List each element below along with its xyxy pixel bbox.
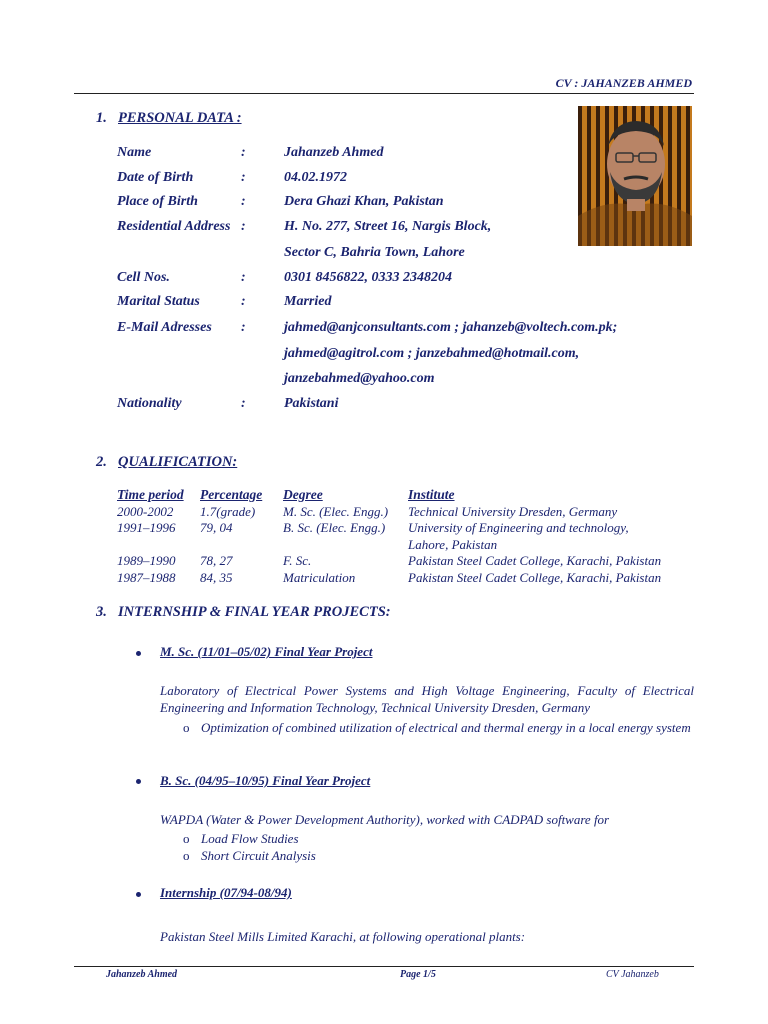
profile-photo-image [578, 106, 692, 246]
table-cell: F. Sc. [283, 553, 312, 569]
msc-project-item [183, 719, 694, 736]
field-label: Residential Address [117, 219, 231, 234]
field-colon: : [241, 170, 246, 185]
field-colon: : [241, 145, 246, 160]
table-cell: 78, 27 [200, 553, 233, 569]
internship-title: Internship (07/94-08/94) [160, 885, 292, 900]
table-cell: 1991–1996 [117, 520, 176, 536]
field-value: H. No. 277, Street 16, Nargis Block, [284, 219, 492, 234]
footer-author: Jahanzeb Ahmed [106, 969, 178, 980]
section-title-text: PERSONAL DATA : [118, 110, 242, 126]
table-cell: Matriculation [283, 569, 356, 585]
field-label: E-Mail Adresses [117, 320, 212, 335]
profile-photo [578, 106, 692, 246]
field-colon: : [241, 294, 246, 309]
column-header: Institute [408, 487, 455, 502]
field-colon: : [241, 320, 246, 335]
footer-doc-name: CV Jahanzeb [606, 969, 659, 980]
circle-bullet-icon: o [183, 848, 190, 863]
field-value: Dera Ghazi Khan, Pakistan [284, 194, 444, 209]
field-label: Date of Birth [117, 170, 194, 185]
table-cell: 79, 04 [200, 520, 233, 536]
field-value: 04.02.1972 [284, 170, 347, 185]
footer-rule [74, 966, 694, 967]
footer-page-number: Page 1/5 [400, 969, 436, 980]
table-cell: Lahore, Pakistan [408, 536, 498, 552]
table-cell: 84, 35 [200, 569, 233, 585]
field-colon: : [241, 219, 246, 234]
header-rule [74, 93, 694, 94]
section-number: 1. [96, 110, 107, 126]
page-header-title: CV : JAHANZEB AHMED [555, 76, 692, 90]
msc-project-description: Laboratory of Electrical Power Systems and High Voltage Engineering, Faculty of Electrical Engineering and Information Technology, Technical University Dresden, Germany [160, 683, 694, 715]
field-label: Nationality [117, 396, 182, 411]
field-colon: : [241, 270, 246, 285]
bsc-project-title: B. Sc. (04/95–10/95) Final Year Project [160, 773, 371, 788]
section-title-text: QUALIFICATION: [118, 454, 238, 470]
circle-bullet-icon: o [183, 720, 190, 735]
email-link[interactable]: janzebahmed@yahoo.com [284, 371, 435, 386]
section-number: 2. [96, 454, 107, 470]
field-colon: : [241, 194, 246, 209]
circle-bullet-icon: o [183, 831, 190, 846]
table-cell: 2000-2002 [117, 503, 174, 519]
section-qualification-title [96, 454, 237, 471]
email-link[interactable]: jahmed@agitrol.com ; janzebahmed@hotmail.com, [284, 346, 580, 361]
column-header: Percentage [200, 487, 263, 502]
table-cell: Pakistan Steel Cadet College, Karachi, Pakistan [408, 569, 662, 585]
section-number: 3. [96, 604, 107, 620]
section-personal-title [96, 110, 242, 127]
field-label: Name [117, 145, 152, 160]
column-header: Degree [283, 487, 323, 502]
sub-item-text: Optimization of combined utilization of electrical and thermal energy in a local energy system [201, 720, 691, 735]
field-colon: : [241, 396, 246, 411]
msc-project-title: M. Sc. (11/01–05/02) Final Year Project [160, 644, 373, 659]
field-label: Marital Status [117, 294, 200, 309]
column-header: Time period [117, 487, 184, 502]
section-projects-title [96, 604, 391, 621]
field-value: Pakistani [284, 396, 339, 411]
table-cell: University of Engineering and technology, [408, 520, 629, 536]
table-cell: 1987–1988 [117, 569, 176, 585]
field-label: Cell Nos. [117, 270, 170, 285]
email-link[interactable]: jahmed@anjconsultants.com ; jahanzeb@voltech.com.pk; [284, 320, 618, 335]
bsc-project-description: WAPDA (Water & Power Development Authority), worked with CADPAD software for [160, 812, 610, 827]
table-cell: M. Sc. (Elec. Engg.) [283, 503, 389, 519]
field-value: Married [284, 294, 332, 309]
sub-item-text: Short Circuit Analysis [201, 848, 316, 863]
sub-item-text: Load Flow Studies [201, 831, 299, 846]
field-value: Sector C, Bahria Town, Lahore [284, 245, 465, 260]
section-title-text: INTERNSHIP & FINAL YEAR PROJECTS: [118, 604, 391, 620]
field-value: Jahanzeb Ahmed [284, 145, 384, 160]
internship-description: Pakistan Steel Mills Limited Karachi, at following operational plants: [160, 929, 526, 944]
table-cell: 1989–1990 [117, 553, 176, 569]
table-cell: Technical University Dresden, Germany [408, 503, 618, 519]
field-label: Place of Birth [117, 194, 198, 209]
table-cell: Pakistan Steel Cadet College, Karachi, Pakistan [408, 553, 662, 569]
field-value: 0301 8456822, 0333 2348204 [284, 270, 452, 285]
bullet-icon [136, 892, 141, 897]
bullet-icon [136, 651, 141, 656]
table-cell: B. Sc. (Elec. Engg.) [283, 520, 386, 536]
bullet-icon [136, 779, 141, 784]
table-cell: 1.7(grade) [200, 503, 256, 519]
